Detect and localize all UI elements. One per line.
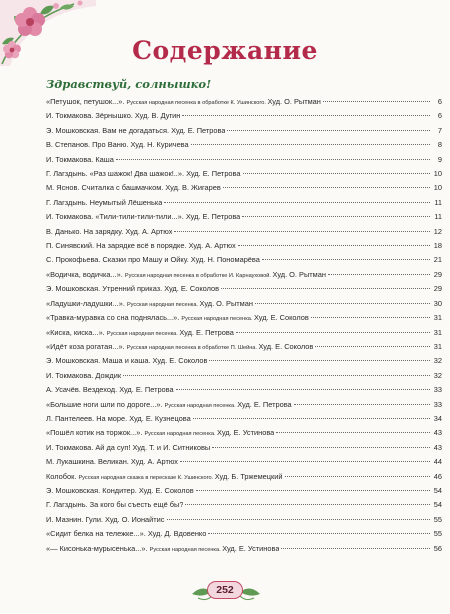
entry-page-number: 43 (433, 428, 442, 438)
toc-entry (46, 181, 442, 195)
toc-entry (46, 426, 442, 440)
entry-note-text: Русская народная сказка в пересказе К. Ушинского. (78, 474, 215, 481)
toc-entry (46, 441, 442, 455)
leader-dots (227, 130, 430, 131)
toc-entry-title (46, 311, 309, 326)
toc-entry (46, 354, 442, 368)
toc-entry (46, 297, 442, 311)
toc-entry-title (46, 225, 172, 240)
entry-page-number: 10 (433, 183, 442, 193)
toc-entry (46, 527, 442, 541)
entry-note-text: Русская народная песенка. (106, 330, 180, 337)
toc-entry (46, 109, 442, 123)
entry-illustrator-text: Худ. О. Рытман (199, 298, 253, 308)
toc-entry (46, 470, 442, 484)
leader-dots (255, 303, 430, 304)
entry-main-text: А. Усачёв. Вездеход. Худ. Е. Петрова (46, 385, 174, 395)
section-title: Здравствуй, солнышко! (46, 77, 212, 91)
toc-entry (46, 196, 442, 210)
toc-entry-title (46, 239, 236, 254)
entry-page-number: 31 (433, 341, 442, 351)
leader-dots (315, 346, 430, 347)
toc-entry-title (46, 340, 313, 355)
leader-dots (185, 504, 430, 505)
entry-illustrator-text: Худ. Б. Тржемецкий (214, 471, 283, 481)
leader-dots (212, 447, 430, 448)
entry-main-text: Э. Мошковская. Вам не догадаться. Худ. Е. Петрова (46, 125, 226, 135)
entry-note-text: Русская народная песенка. (126, 301, 200, 308)
leader-dots (294, 404, 430, 405)
toc-entry-title (46, 253, 260, 268)
toc-entry (46, 326, 442, 340)
entry-main-text: «Киска, киска...». (46, 327, 107, 337)
toc-entry-title (46, 181, 221, 196)
entry-illustrator-text: Худ. Е. Петрова (179, 327, 234, 337)
entry-main-text: И. Токмакова. Зёрнышко. Худ. В. Дугин (46, 111, 181, 121)
entry-illustrator-text: Худ. О. Рытман (267, 97, 321, 106)
entry-main-text: «Сидит белка на тележке...». (46, 529, 148, 539)
entry-illustrator-text: Худ. Е. Петрова (237, 399, 292, 409)
entry-main-text: И. Токмакова. Ай да суп! Худ. Т. и И. Ситниковы (46, 442, 211, 452)
entry-page-number: 56 (433, 543, 442, 553)
leader-dots (236, 332, 430, 333)
entry-illustrator-text: Худ. Е. Устинова (222, 543, 280, 553)
toc-entry (46, 268, 442, 282)
leader-dots (281, 548, 430, 549)
entry-note-text: Русская народная песенка. (181, 316, 254, 323)
entry-note-text: Русская народная песенка в обработке И. Карнауховой. (124, 272, 273, 279)
toc-entry (46, 253, 442, 267)
leader-dots (311, 317, 430, 318)
entry-page-number: 11 (434, 212, 442, 222)
entry-page-number: 55 (433, 529, 442, 539)
leader-dots (276, 432, 430, 433)
toc-entry (46, 513, 442, 527)
entry-page-number: 32 (433, 356, 442, 366)
entry-page-number: 6 (437, 111, 442, 121)
toc-entry (46, 239, 442, 253)
leader-dots (285, 476, 430, 477)
toc-entry (46, 138, 442, 152)
toc-entry-title (46, 412, 191, 427)
entry-main-text: Г. Лагздынь. «Раз шажок! Два шажок!..». Худ. Е. Петрова (46, 169, 241, 179)
entry-main-text: Колобок. (46, 471, 79, 481)
toc-entry-title (46, 527, 206, 542)
entry-page-number: 21 (433, 255, 442, 265)
leader-dots (242, 216, 430, 217)
leader-dots (328, 274, 430, 275)
leader-dots (323, 101, 430, 102)
entry-main-text: М. Лукашкина. Великан. Худ. А. Артюх (46, 457, 179, 467)
entry-main-text: С. Прокофьева. Сказки про Машу и Ойку. Худ. Н. Пономарёва (46, 255, 260, 265)
toc-entry (46, 412, 442, 426)
entry-illustrator-text: Худ. О. Рытман (272, 269, 326, 279)
entry-illustrator-text: Худ. Д. Вдовенко (147, 529, 207, 539)
leader-dots (208, 533, 430, 534)
toc-entry-title (46, 268, 326, 283)
entry-main-text: М. Яснов. Считалка с башмачком. Худ. В. Жигарев (46, 183, 221, 193)
toc-entry (46, 398, 442, 412)
entry-page-number: 43 (433, 442, 442, 452)
entry-main-text: И. Токмакова. «Тили-тили-тили-тили...». Худ. Е. Петрова (46, 212, 241, 222)
leader-dots (174, 231, 430, 232)
toc-entry (46, 369, 442, 383)
entry-main-text: Э. Мошковская. Кондитер. Худ. Е. Соколов (46, 485, 194, 495)
entry-page-number: 32 (433, 370, 442, 380)
toc-entry-title (46, 124, 225, 139)
leader-dots (238, 245, 430, 246)
entry-page-number: 10 (433, 169, 442, 179)
entry-page-number: 31 (433, 327, 442, 337)
toc-entry-title (46, 210, 240, 225)
toc-entry (46, 225, 442, 239)
toc-entry-title (46, 282, 219, 297)
toc-entry (46, 498, 442, 512)
toc-entry-title (46, 354, 207, 369)
entry-main-text: И. Токмакова. Дождик (46, 370, 122, 380)
toc-entry-title (46, 398, 292, 413)
toc-entry (46, 95, 442, 109)
toc-entry (46, 542, 442, 556)
entry-main-text: Г. Лагздынь. За кого бы съесть ещё бы? (46, 500, 184, 510)
entry-page-number: 18 (433, 241, 442, 251)
toc-entry-title (46, 109, 180, 124)
entry-page-number: 11 (434, 197, 442, 207)
leader-dots (243, 173, 431, 174)
toc-list (46, 95, 442, 556)
toc-entry (46, 282, 442, 296)
entry-page-number: 54 (433, 500, 442, 510)
entry-page-number: 30 (433, 298, 442, 308)
entry-main-text: В. Данько. На зарядку. Худ. А. Артюх (46, 226, 173, 236)
toc-entry (46, 455, 442, 469)
entry-page-number: 46 (433, 471, 442, 481)
entry-illustrator-text: Худ. Е. Устинова (217, 428, 275, 438)
toc-entry-title (46, 455, 178, 470)
entry-main-text: «— Кисонька-мурысенька...». (46, 543, 150, 553)
toc-entry-title (46, 470, 283, 485)
entry-illustrator-text: Худ. Е. Соколов (258, 341, 314, 351)
entry-page-number: 31 (433, 313, 442, 323)
entry-illustrator-text: Худ. Е. Соколов (254, 313, 309, 323)
entry-main-text: «Водичка, водичка...». (46, 269, 125, 279)
toc-entry-title (46, 167, 241, 182)
leader-dots (167, 519, 430, 520)
leader-dots (221, 288, 430, 289)
entry-main-text: «Ладушки-ладушки...». (46, 298, 127, 308)
page-number: 252 (207, 581, 243, 599)
toc-entry (46, 153, 442, 167)
toc-entry (46, 383, 442, 397)
entry-page-number: 33 (433, 399, 442, 409)
entry-main-text: «Идёт коза рогатая...». (46, 341, 127, 351)
toc-entry-title (46, 426, 274, 441)
entry-note-text: Русская народная песенка в обработке П. Шейна. (126, 344, 259, 351)
entry-main-text: И. Токмакова. Каша (46, 154, 114, 164)
entry-page-number: 29 (433, 269, 442, 279)
entry-page-number: 33 (433, 385, 442, 395)
leader-dots (116, 159, 430, 160)
leader-dots (262, 259, 430, 260)
toc-entry-title (46, 441, 210, 456)
entry-page-number: 8 (437, 140, 442, 150)
entry-page-number: 12 (433, 226, 442, 236)
toc-entry-title (46, 369, 121, 384)
entry-page-number: 7 (437, 125, 442, 135)
leader-dots (223, 187, 430, 188)
entry-main-text: Л. Пантелеев. На море. Худ. Е. Кузнецова (46, 413, 191, 423)
leader-dots (180, 461, 430, 462)
toc-entry (46, 311, 442, 325)
entry-main-text: И. Мазнин. Гули. Худ. О. Ионайтис (46, 514, 165, 524)
entry-page-number: 29 (433, 284, 442, 294)
leader-dots (193, 418, 430, 419)
leader-dots (209, 360, 430, 361)
entry-main-text: «Травка-муравка со сна поднялась...». (46, 313, 182, 323)
entry-main-text: «Большие ноги шли по дороге...». (46, 399, 165, 409)
toc-entry-title (46, 138, 189, 153)
leader-dots (191, 144, 430, 145)
entry-page-number: 44 (433, 457, 442, 467)
entry-main-text: «Петушок, петушок...». (46, 97, 127, 106)
toc-entry-title (46, 326, 234, 341)
leader-dots (176, 389, 430, 390)
toc-entry (46, 210, 442, 224)
toc-entry (46, 484, 442, 498)
entry-main-text: «Пошёл котик на торжок...». (46, 428, 145, 438)
entry-main-text: В. Степанов. Про Ваню. Худ. Н. Куричева (46, 140, 189, 150)
page-title: Содержание (132, 36, 318, 65)
leader-dots (182, 115, 430, 116)
toc-entry-title (46, 542, 279, 557)
entry-main-text: Э. Мошковская. Маша и каша. Худ. Е. Соколов (46, 356, 208, 366)
entry-page-number: 9 (437, 154, 442, 164)
entry-page-number: 34 (433, 413, 442, 423)
leader-dots (196, 490, 430, 491)
toc-entry (46, 167, 442, 181)
entry-page-number: 6 (437, 97, 442, 106)
toc-entry (46, 124, 442, 138)
entry-page-number: 54 (433, 485, 442, 495)
entry-note-text: Русская народная песенка. (144, 431, 218, 438)
toc-entry-title (46, 153, 114, 168)
toc-entry-title (46, 484, 194, 499)
toc-entry-title (46, 297, 253, 312)
entry-note-text: Русская народная песенка. (149, 546, 223, 553)
toc-entry-title (46, 498, 183, 513)
entry-main-text: П. Синявский. На зарядке всё в порядке. Худ. А. Артюх (46, 241, 236, 251)
leader-dots (123, 375, 430, 376)
toc-entry-title (46, 196, 162, 211)
toc-entry-title (46, 513, 165, 528)
toc-entry-title (46, 95, 321, 110)
entry-note-text: Русская народная песенка в обработке К. Ушинского. (126, 100, 268, 106)
entry-main-text: Г. Лагздынь. Неумытый Лёшенька (46, 197, 163, 207)
entry-note-text: Русская народная песенка. (164, 402, 238, 409)
toc-entry (46, 340, 442, 354)
leader-dots (164, 202, 430, 203)
entry-page-number: 55 (433, 514, 442, 524)
entry-main-text: Э. Мошковская. Утренний приказ. Худ. Е. Соколов (46, 284, 220, 294)
toc-entry-title (46, 383, 174, 398)
